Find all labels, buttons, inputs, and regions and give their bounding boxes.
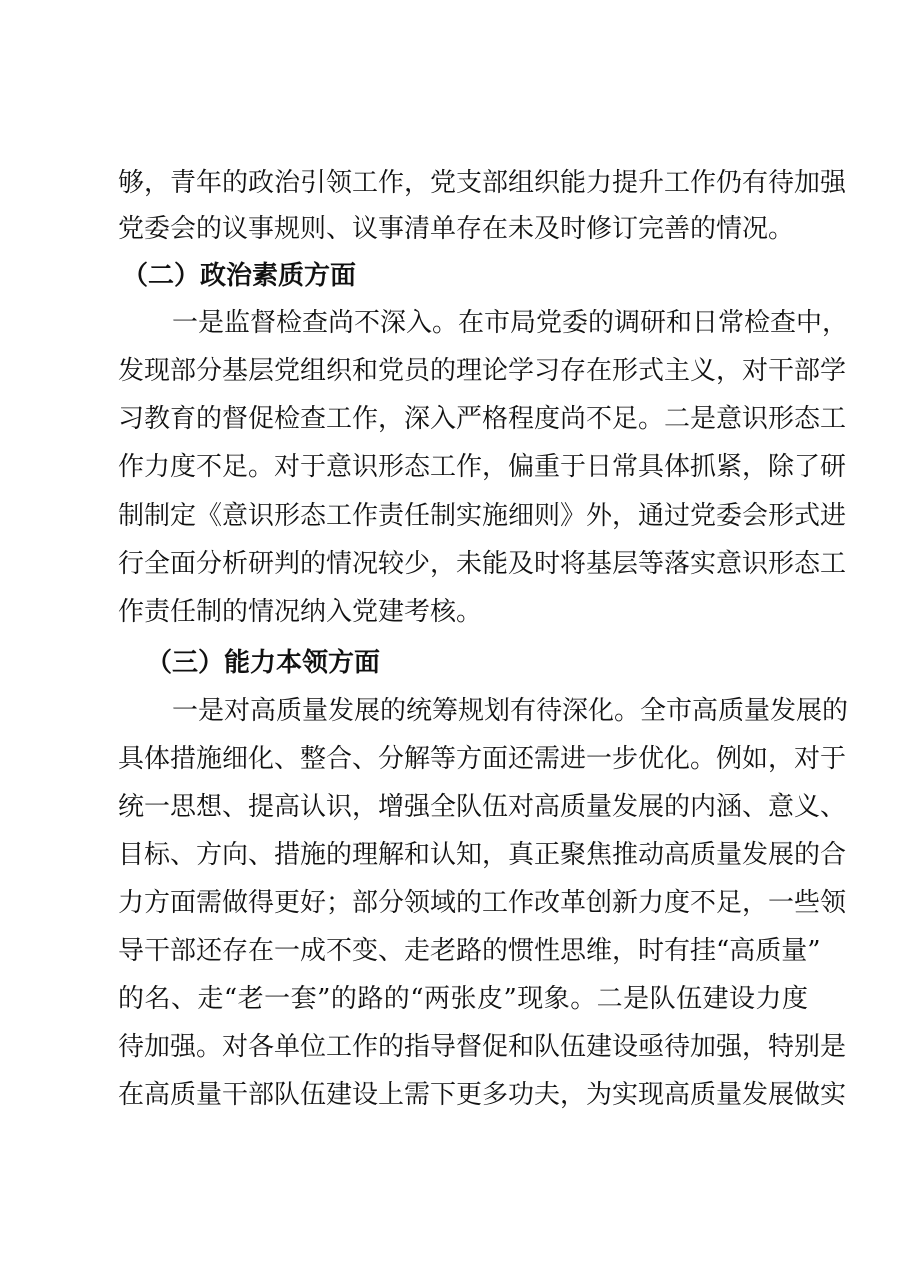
paragraph-line-15: 目标、方向、措施的理解和认知，真正聚焦推动高质量发展的合 <box>118 840 847 870</box>
paragraph-line-20: 在高质量干部队伍建设上需下更多功夫，为实现高质量发展做实 <box>118 1080 847 1110</box>
paragraph-line-10: 作责任制的情况纳入党建考核。 <box>118 597 483 627</box>
paragraph-line-9: 行全面分析研判的情况较少，未能及时将基层等落实意识形态工 <box>118 549 847 579</box>
paragraph-line-16: 力方面需做得更好；部分领域的工作改革创新力度不足，一些领 <box>118 888 847 918</box>
paragraph-line-2: 党委会的议事规则、议事清单存在未及时修订完善的情况。 <box>118 214 795 244</box>
paragraph-line-1: 够，青年的政治引领工作，党支部组织能力提升工作仍有待加强 <box>118 168 847 198</box>
paragraph-line-17: 导干部还存在一成不变、走老路的惯性思维，时有挂“高质量” <box>118 936 821 966</box>
section-heading-political-quality: （二）政治素质方面 <box>122 261 357 291</box>
paragraph-line-4: 一是监督检查尚不深入。在市局党委的调研和日常检查中， <box>172 308 849 338</box>
paragraph-line-6: 习教育的督促检查工作，深入严格程度尚不足。二是意识形态工 <box>118 404 847 434</box>
paragraph-line-7: 作力度不足。对于意识形态工作，偏重于日常具体抓紧，除了研 <box>118 452 847 482</box>
paragraph-line-19: 待加强。对各单位工作的指导督促和队伍建设亟待加强，特别是 <box>118 1032 847 1062</box>
paragraph-line-13: 具体措施细化、整合、分解等方面还需进一步优化。例如，对于 <box>118 744 847 774</box>
paragraph-line-14: 统一思想、提高认识，增强全队伍对高质量发展的内涵、意义、 <box>118 792 847 822</box>
paragraph-line-8: 制制定《意识形态工作责任制实施细则》外，通过党委会形式进 <box>118 501 847 531</box>
paragraph-line-18: 的名、走“老一套”的路的“两张皮”现象。二是队伍建设力度 <box>118 984 808 1014</box>
paragraph-line-5: 发现部分基层党组织和党员的理论学习存在形式主义，对干部学 <box>118 356 847 386</box>
paragraph-line-12: 一是对高质量发展的统筹规划有待深化。全市高质量发展的 <box>172 696 849 726</box>
section-heading-capability: （三）能力本领方面 <box>146 648 381 678</box>
